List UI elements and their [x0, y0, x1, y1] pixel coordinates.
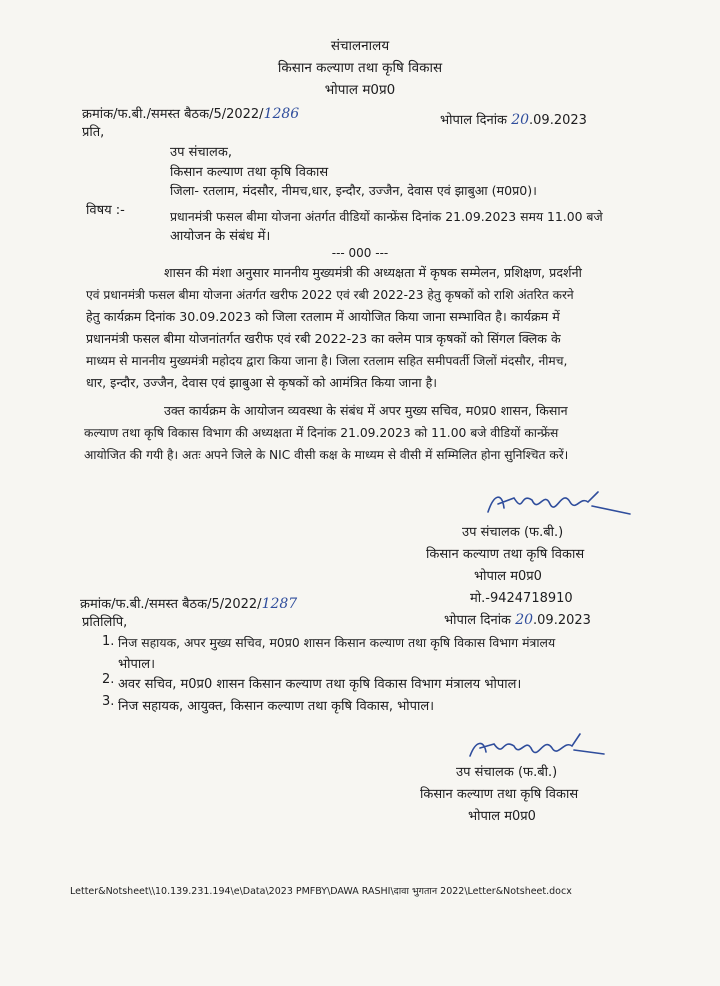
para1-line: एवं प्रधानमंत्री फसल बीमा योजना अंतर्गत खरीफ 2022 एवं रबी 2022-23 हेतु कृषकों को राशि अंतरित करने — [86, 288, 574, 302]
date-suffix: .09.2023 — [529, 113, 587, 128]
reference-prefix-2: क्रमांक/फ.बी./समस्त बैठक/5/2022/ — [80, 597, 262, 612]
para1-line: प्रधानमंत्री फसल बीमा योजनांतर्गत खरीफ एवं रबी 2022-23 का क्लेम पात्र कृषकों को सिंगल क्लिक के — [86, 331, 561, 346]
reference-number — [82, 104, 299, 122]
file-path: Letter&Notsheet\\10.139.231.194\e\Data\2023 PMFBY\DAWA RASHI\दावा भुगतान 2022\Letter&Notsheet.docx — [70, 886, 572, 897]
handwritten-ref-number-2: 1287 — [261, 596, 298, 612]
letter-date — [440, 110, 587, 128]
department-name: किसान कल्याण तथा कृषि विकास — [277, 60, 443, 76]
signatory-city-2: भोपाल म0प्र0 — [468, 809, 536, 824]
body-paragraph-1 — [86, 262, 638, 394]
office-name: संचालनालय — [330, 38, 390, 54]
signatory-date-1 — [444, 610, 591, 628]
signatory-department-1: किसान कल्याण तथा कृषि विकास — [426, 547, 585, 562]
para1-line: धार, इन्दौर, उज्जैन, देवास एवं झाबुआ से कृषकों को आमंत्रित किया जाना है। — [86, 375, 438, 390]
copy-item-text: अवर सचिव, म0प्र0 शासन किसान कल्याण तथा कृषि विकास विभाग मंत्रालय भोपाल। — [118, 677, 522, 692]
reference-prefix: क्रमांक/फ.बी./समस्त बैठक/5/2022/ — [82, 107, 264, 122]
date-label: भोपाल दिनांक — [440, 113, 508, 128]
para1-line: हेतु कार्यक्रम दिनांक 30.09.2023 को जिला रतलाम में आयोजित किया जाना सम्भावित है। कार्यक्रम में — [86, 309, 560, 324]
copy-item-number: 2. — [102, 672, 115, 687]
signature-scribble — [480, 484, 640, 524]
signatory-title-2: उप संचालक (फ.बी.) — [456, 765, 558, 780]
para2-line: उक्त कार्यक्रम के आयोजन व्यवस्था के संबंध में अपर मुख्य सचिव, म0प्र0 शासन, किसान — [164, 403, 568, 418]
signatory-title-1: उप संचालक (फ.बी.) — [462, 525, 564, 540]
addressee-department: किसान कल्याण तथा कृषि विकास — [170, 165, 329, 180]
copy-item-text-2: भोपाल। — [118, 657, 155, 672]
copy-item-text: निज सहायक, अपर मुख्य सचिव, म0प्र0 शासन किसान कल्याण तथा कृषि विकास विभाग मंत्रालय — [118, 635, 556, 650]
handwritten-date-day: 20 — [511, 112, 530, 128]
body-paragraph-2 — [84, 400, 640, 466]
addressee-title: उप संचालक, — [170, 145, 232, 160]
subject-line-2: आयोजन के संबंध में। — [170, 229, 271, 244]
copy-item-number: 3. — [102, 694, 115, 709]
subject-line-1: प्रधानमंत्री फसल बीमा योजना अंतर्गत वीडियों कान्फ्रेंस दिनांक 21.09.2023 समय 11.00 बजे — [170, 209, 603, 224]
signatory-city-1: भोपाल म0प्र0 — [474, 569, 542, 584]
para1-line: शासन की मंशा अनुसार माननीय मुख्यमंत्री की अध्यक्षता में कृषक सम्मेलन, प्रशिक्षण, प्रदर्शनी — [164, 265, 582, 280]
signatory-mobile: मो.-9424718910 — [470, 591, 573, 606]
subject-label: विषय :- — [86, 203, 125, 218]
handwritten-date-day: 20 — [515, 612, 534, 628]
signatory-department-2: किसान कल्याण तथा कृषि विकास — [420, 787, 579, 802]
copy-label: प्रतिलिपि, — [82, 615, 128, 630]
para2-line: आयोजित की गयी है। अतः अपने जिले के NIC वीसी कक्ष के माध्यम से वीसी में सम्मिलित होना सुनिश्चित करें। — [84, 448, 569, 462]
date-suffix: .09.2023 — [533, 613, 591, 628]
para1-line: माध्यम से माननीय मुख्यमंत्री महोदय द्वारा किया जाना है। जिला रतलाम सहित समीपवर्ती जिलों मंदसौर, नीमच, — [86, 354, 568, 368]
addressee-districts: जिला- रतलाम, मंदसौर, नीमच,धार, इन्दौर, उज्जैन, देवास एवं झाबुआ (म0प्र0)। — [170, 183, 537, 198]
copy-item-number: 1. — [102, 634, 115, 649]
reference-number-2 — [80, 594, 297, 612]
handwritten-ref-number: 1286 — [263, 106, 300, 122]
prati-label: प्रति, — [82, 125, 105, 140]
copy-item-text: निज सहायक, आयुक्त, किसान कल्याण तथा कृषि विकास, भोपाल। — [118, 699, 435, 714]
office-city: भोपाल म0प्र0 — [324, 82, 396, 98]
separator: --- 000 --- — [331, 246, 389, 260]
date-label: भोपाल दिनांक — [444, 613, 512, 628]
para2-line: कल्याण तथा कृषि विकास विभाग की अध्यक्षता में दिनांक 21.09.2023 को 11.00 बजे वीडियों कान्फ्रेंस — [84, 426, 559, 440]
